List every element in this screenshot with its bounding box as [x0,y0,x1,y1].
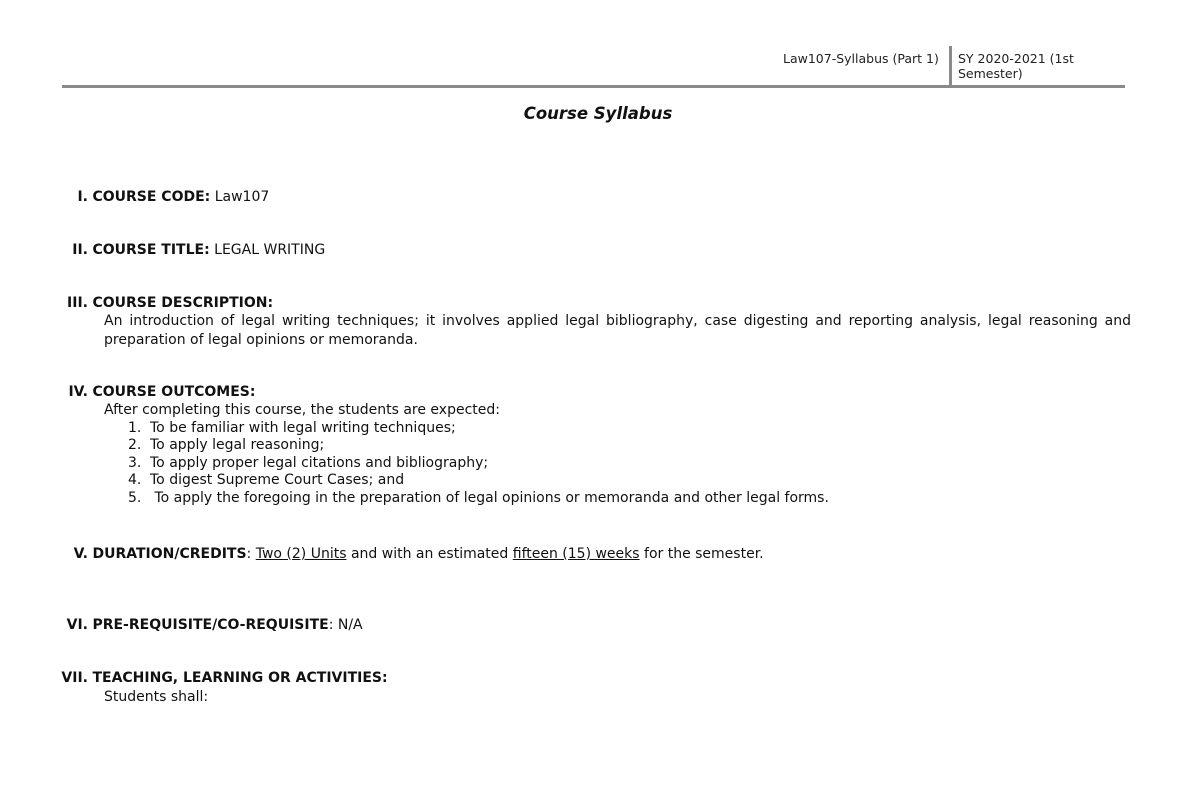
list-item-text: To apply legal reasoning; [150,437,325,453]
section-number: VI. [66,617,88,633]
section-label: DURATION/CREDITS [92,546,247,562]
list-item-text: To be familiar with legal writing techniques; [150,419,456,436]
section-course-title [56,241,325,259]
header-term: SY 2020-2021 (1st Semester) [958,51,1074,81]
list-item [104,437,829,455]
outcomes-intro: After completing this course, the students are expected: [104,402,500,418]
list-item-number: 3. [128,454,142,471]
duration-weeks: fifteen (15) weeks [512,546,640,562]
list-item-number: 2. [128,437,142,453]
section-label: COURSE OUTCOMES: [92,384,256,400]
section-label: COURSE DESCRIPTION: [92,295,274,311]
section-label: COURSE TITLE: [92,242,210,258]
section-number: I. [77,189,88,205]
section-number: II. [72,242,88,258]
duration-mid-text: and with an estimated [346,546,513,562]
teaching-intro: Students shall: [104,689,209,705]
list-item-number: 4. [128,472,142,488]
section-label: PRE-REQUISITE/CO-REQUISITE [92,617,329,633]
section-number: III. [67,295,88,311]
course-outcomes-list [104,402,829,507]
prerequisite-value: : N/A [328,617,363,633]
section-duration-credits [56,545,764,563]
section-course-code [56,188,269,206]
course-code-value: Law107 [214,189,270,205]
list-item [104,420,829,438]
list-item-text: To apply the foregoing in the preparation of legal opinions or memoranda and other legal forms. [150,489,829,506]
section-number: IV. [68,384,88,400]
section-teaching-learning [56,669,388,687]
section-label: TEACHING, LEARNING OR ACTIVITIES: [92,670,388,686]
outcomes-items [104,420,829,508]
section-course-outcomes [56,383,255,401]
section-number: VII. [61,670,88,686]
list-item-number: 1. [128,419,142,436]
list-item-text: To apply proper legal citations and bibliography; [150,454,489,471]
course-description-text: An introduction of legal writing techniques; it involves applied legal bibliography, case digesting and reporting analysis, legal reasoning and preparation of legal opinions or memoranda. [104,313,1131,348]
duration-colon: : [246,546,256,562]
duration-units: Two (2) Units [255,546,347,562]
list-item [104,472,829,490]
course-title-value: LEGAL WRITING [214,242,326,258]
list-item [104,455,829,473]
page-title: Course Syllabus [523,104,673,123]
list-item-number: 5. [128,489,142,506]
list-item [104,490,829,508]
section-number: V. [73,546,88,562]
header-separator [949,46,952,88]
duration-end-text: for the semester. [639,546,764,562]
header-rule [62,85,1125,88]
section-prerequisite [56,616,363,634]
section-label: COURSE CODE: [92,189,211,205]
header-document-reference: Law107-Syllabus (Part 1) [783,51,939,66]
section-course-description [56,294,273,312]
list-item-text: To digest Supreme Court Cases; and [150,472,405,488]
